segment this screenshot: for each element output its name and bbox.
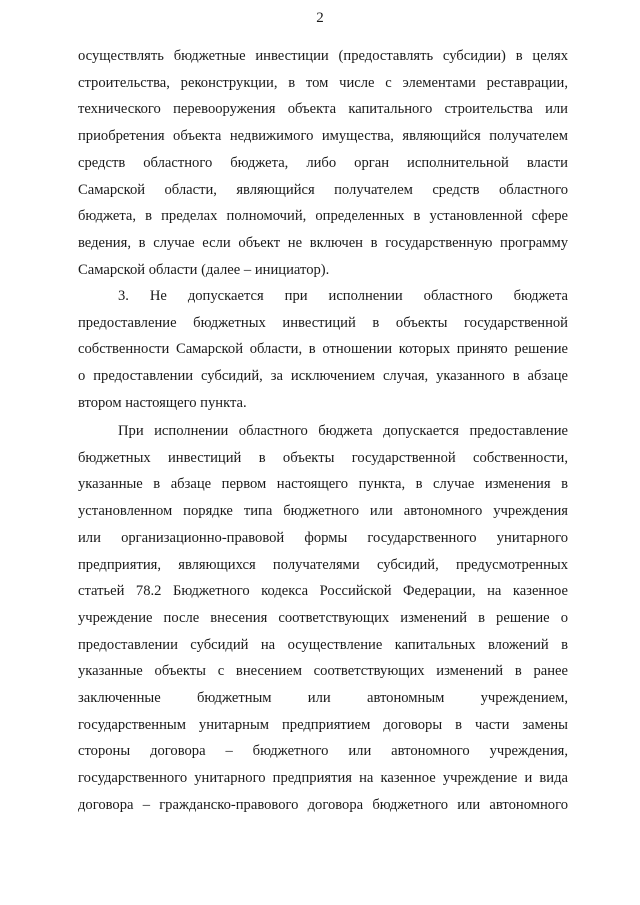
page-number: 2 (316, 10, 324, 26)
text-line: Самарской области, являющийся получателем средств областного (78, 181, 568, 198)
paragraph-exception (78, 418, 568, 819)
text-line: предоставление бюджетных инвестиций в объекты государственной (78, 314, 568, 331)
text-line: предоставлении субсидий на осуществление капитальных вложений в (78, 636, 568, 653)
paragraph-continuation (78, 43, 568, 283)
text-line: Самарской области (далее – инициатор). (78, 261, 330, 278)
text-line: государственного унитарного предприятия на казенное учреждение и вида (78, 770, 568, 787)
text-line: заключенные бюджетным или автономным учреждением, (78, 690, 568, 707)
text-line: средств областного бюджета, либо орган исполнительной власти (78, 154, 568, 171)
text-line: указанные в абзаце первом настоящего пункта, в случае изменения в (78, 476, 568, 493)
text-line: приобретения объекта недвижимого имущества, являющийся получателем (78, 128, 568, 145)
text-line: статьей 78.2 Бюджетного кодекса Российской Федерации, на казенное (78, 583, 568, 600)
text-line: о предоставлении субсидий, за исключением случая, указанного в абзаце (78, 368, 568, 385)
text-line: собственности Самарской области, в отношении которых принято решение (78, 341, 568, 358)
text-line: учреждение после внесения соответствующих изменений в решение о (78, 609, 568, 626)
text-line: договора – гражданско-правового договора бюджетного или автономного (78, 796, 568, 813)
paragraph-item-3 (78, 283, 568, 417)
text-line: технического перевооружения объекта капитального строительства или (78, 101, 568, 118)
text-line: стороны договора – бюджетного или автономного учреждения, (78, 743, 568, 760)
text-line: или организационно-правовой формы государственного унитарного (78, 529, 568, 546)
text-line: втором настоящего пункта. (78, 394, 247, 411)
text-line: указанные объекты с внесением соответствующих изменений в ранее (78, 663, 568, 680)
text-line: бюджета, в пределах полномочий, определенных в установленной сфере (78, 208, 568, 225)
text-line: ведения, в случае если объект не включен в государственную программу (78, 234, 568, 251)
text-line: установленном порядке типа бюджетного или автономного учреждения (78, 503, 568, 520)
text-line: строительства, реконструкции, в том числе с элементами реставрации, (78, 74, 568, 91)
text-line: предприятия, являющихся получателями субсидий, предусмотренных (78, 556, 568, 573)
text-line: осуществлять бюджетные инвестиции (предоставлять субсидии) в целях (78, 48, 568, 64)
text-line: При исполнении областного бюджета допускается предоставление (118, 423, 568, 439)
text-line: 3. Не допускается при исполнении областного бюджета (118, 288, 568, 304)
text-line: государственным унитарным предприятием договоры в части замены (78, 716, 568, 733)
text-line: бюджетных инвестиций в объекты государственной собственности, (78, 449, 568, 466)
